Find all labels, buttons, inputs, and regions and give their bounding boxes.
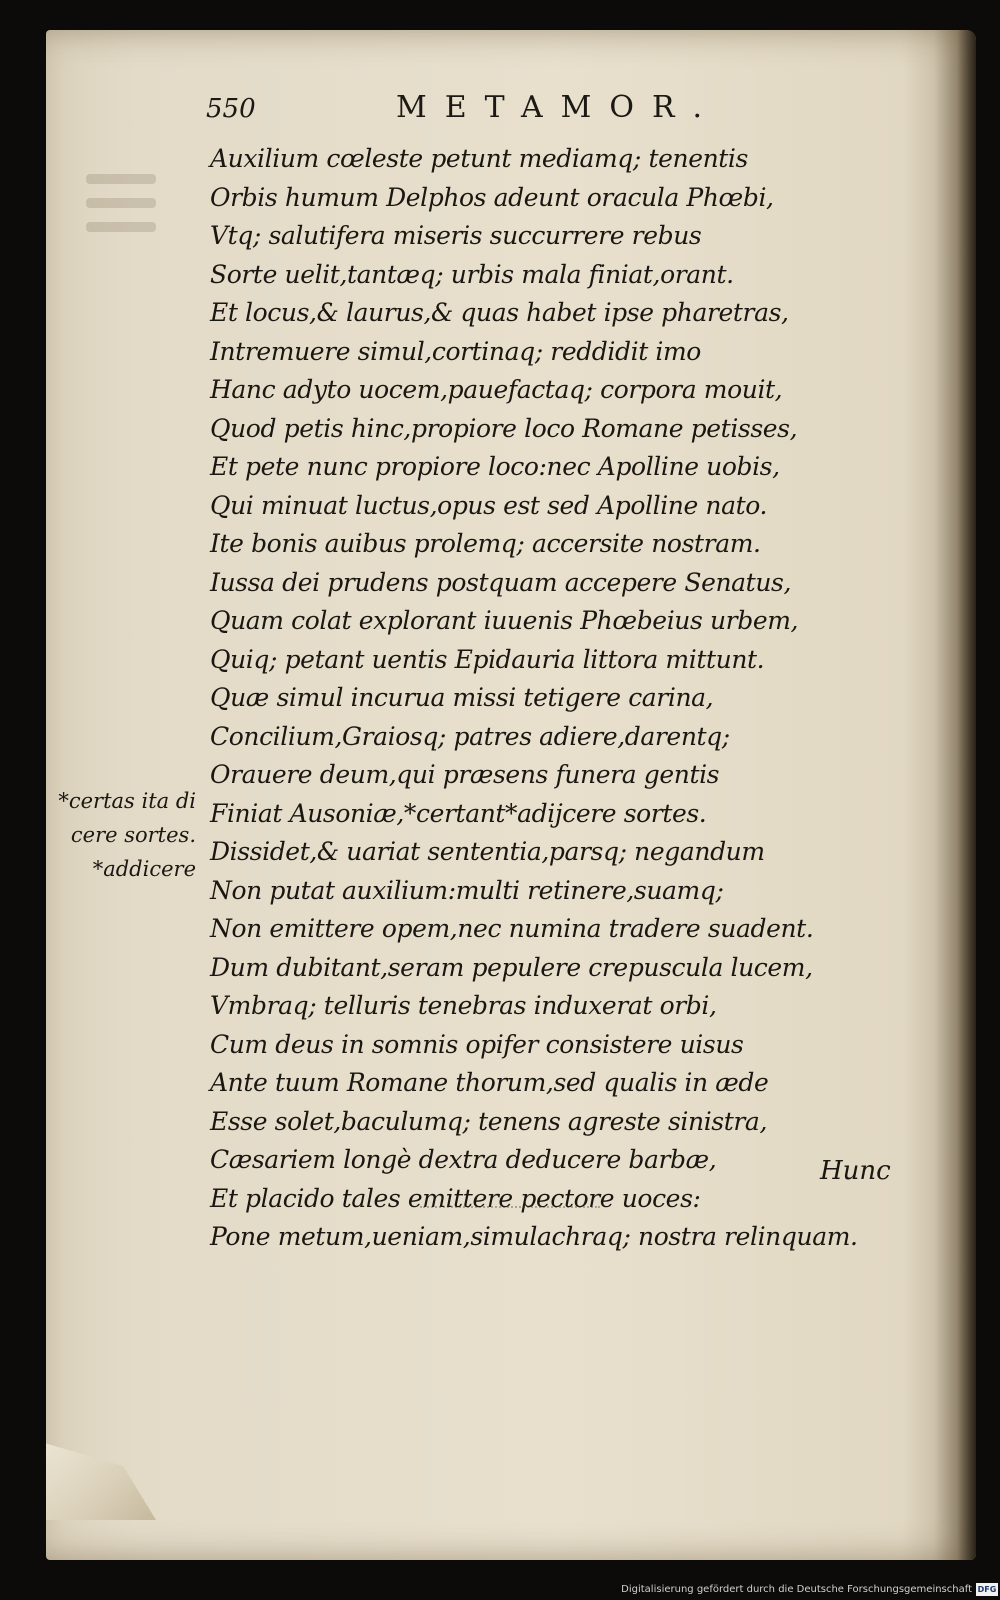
verse-line: Et locus,& laurus,& quas habet ipse pharetras, [210,298,789,327]
verse-line: Cum deus in somnis opifer consistere uisus [210,1029,744,1059]
running-title: METAMOR. [396,90,721,125]
verse-line: Et pete nunc propiore loco:nec Apolline uobis, [210,452,780,481]
verse-line: Orbis humum Delphos adeunt oracula Phœbi, [210,182,774,212]
verse-line: Ite bonis auibus prolemq; accersite nostram. [210,529,761,558]
verse-line: Finiat Ausoniæ,*certant*adijcere sortes. [210,798,707,828]
verse-line: Ante tuum Romane thorum,sed qualis in æde [210,1068,769,1097]
dfg-logo: DFG [977,1585,997,1594]
verse-line: Iussa dei prudens postquam accepere Senatus, [210,567,791,597]
marginal-note: *certas ita di [58,789,196,813]
show-through-text [86,160,156,290]
verse-line: Sorte uelit,tantæq; urbis mala finiat,orant. [210,259,734,289]
verse-line: Concilium,Graiosq; patres adiere,darentq; [210,721,730,751]
verse-line: Non emittere opem,nec numina tradere suadent. [210,914,814,943]
verse-line: Quæ simul incurua missi tetigere carina, [210,683,714,712]
marginal-note: cere sortes. [70,823,196,847]
verse-line: Quiq; petant uentis Epidauria littora mittunt. [210,644,765,674]
verse-line: Orauere deum,qui præsens funera gentis [210,760,720,789]
verse-line: Quam colat explorant iuuenis Phœbeius urbem, [210,606,799,635]
verse-line: Quod petis hinc,propiore loco Romane petisses, [210,413,798,443]
verse-line: Et placido tales emittere pectore uoces: [210,1183,701,1213]
verse-block [210,140,870,1257]
digitization-credit: Digitalisierung gefördert durch die Deutsche Forschungsgemeinschaft [621,1584,972,1595]
verse-line: Hanc adyto uocem,pauefactaq; corpora mouit, [210,375,783,404]
marginal-note: *addicere [92,857,196,881]
verse-line: Dum dubitant,seram pepulere crepuscula lucem, [210,952,813,982]
page-gutter-shadow [934,30,976,1560]
catchword: Hunc [820,1156,891,1186]
verse-line: Vtq; salutifera miseris succurrere rebus [210,221,702,250]
verse-line: Qui minuat luctus,opus est sed Apolline nato. [210,490,768,520]
verse-line: Auxilium cœleste petunt mediamq; tenentis [210,144,748,173]
verse-line: Intremuere simul,cortinaq; reddidit imo [210,336,701,366]
page-number: 550 [206,94,256,124]
verse-line: Dissidet,& uariat sententia,parsq; negandum [210,837,765,866]
marginal-notes [36,784,196,886]
verse-line: Vmbraq; telluris tenebras induxerat orbi, [210,991,717,1020]
verse-line: Pone metum,ueniam,simulachraq; nostra relinquam. [210,1222,858,1251]
page-header [206,74,806,134]
verse-line: Non putat auxilium:multi retinere,suamq; [210,875,724,905]
verse-line: Esse solet,baculumq; tenens agreste sinistra, [210,1106,767,1136]
ink-smudge [420,1206,600,1218]
folded-corner [46,1430,156,1520]
verse-line: Cæsariem longè dextra deducere barbæ, [210,1145,717,1174]
